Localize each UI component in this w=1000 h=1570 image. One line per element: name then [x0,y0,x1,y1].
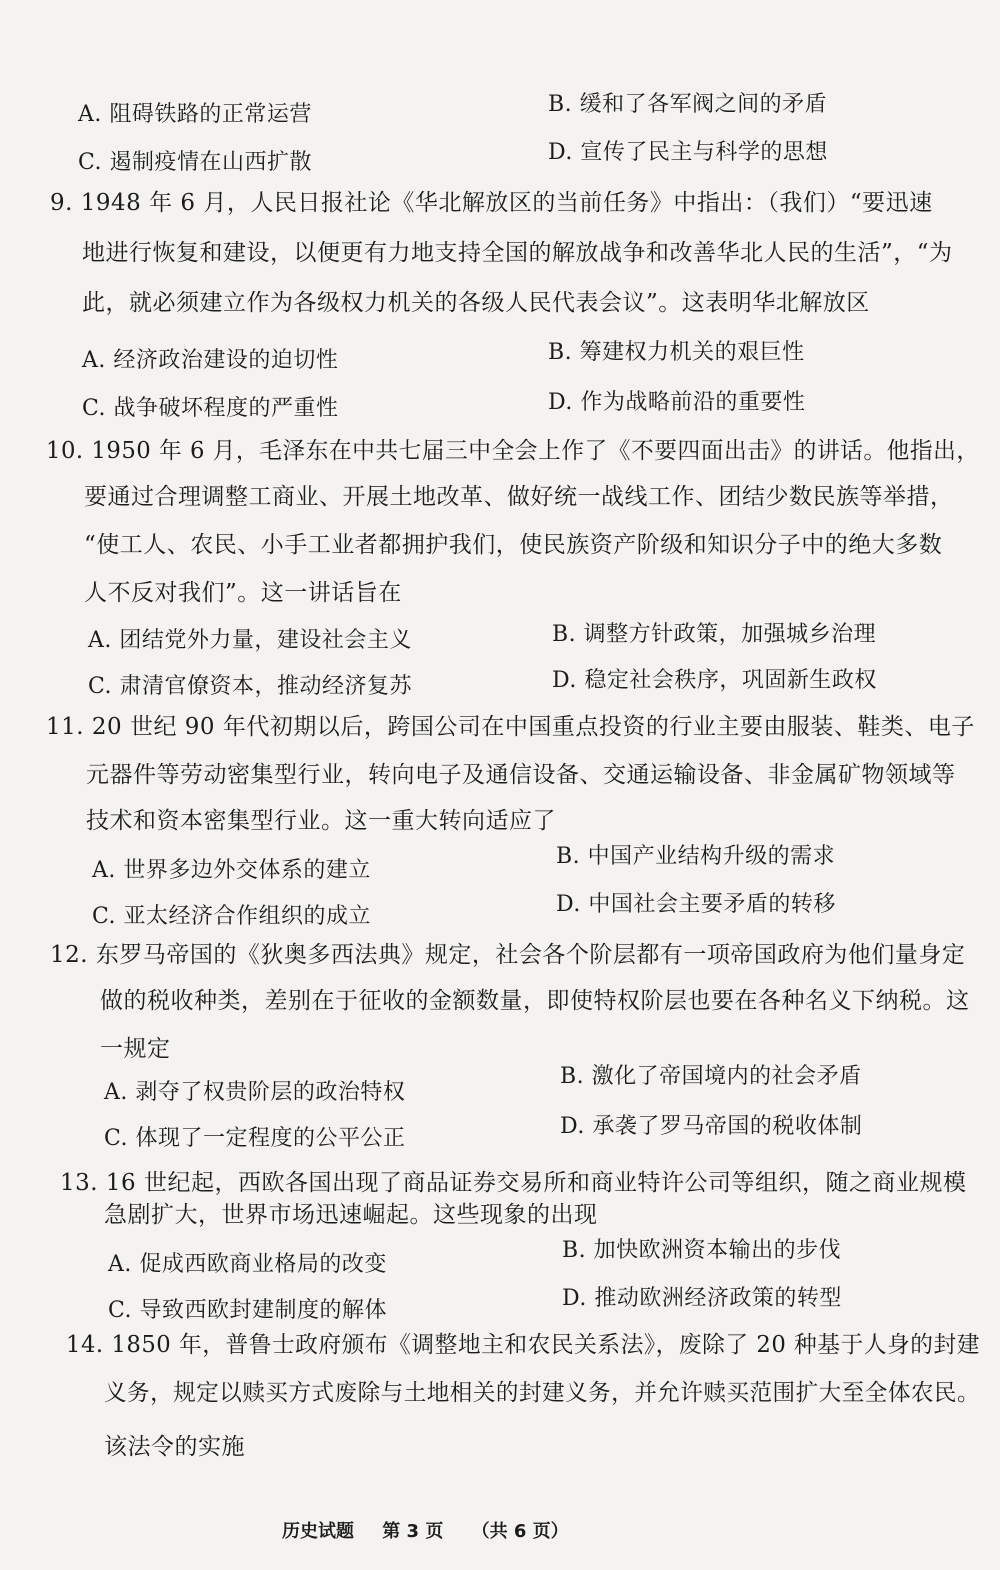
q13-option-a: A. 促成西欧商业格局的改变 [108,1252,387,1277]
q10-option-c: C. 肃清官僚资本，推动经济复苏 [88,674,413,699]
q10-stem-line-2: 要通过合理调整工商业、开展土地改革、做好统一战线工作、团结少数民族等举措， [84,484,954,510]
q11-stem-line-2: 元器件等劳动密集型行业，转向电子及通信设备、交通运输设备、非金属矿物领域等 [86,762,956,788]
q11-stem-line-3: 技术和资本密集型行业。这一重大转向适应了 [86,808,556,834]
q12-option-c: C. 体现了一定程度的公平公正 [104,1126,406,1151]
q13-stem-line-2: 急剧扩大，世界市场迅速崛起。这些现象的出现 [104,1202,598,1228]
q12-option-d: D. 承袭了罗马帝国的税收体制 [560,1114,863,1139]
q14-stem-line-3: 该法令的实施 [104,1434,245,1460]
q8-option-c: C. 遏制疫情在山西扩散 [78,150,313,175]
q13-option-d: D. 推动欧洲经济政策的转型 [562,1286,842,1311]
q9-option-d: D. 作为战略前沿的重要性 [548,390,806,415]
q10-option-b: B. 调整方针政策，加强城乡治理 [552,622,877,647]
q10-option-d: D. 稳定社会秩序，巩固新生政权 [552,668,877,693]
q8-option-d: D. 宣传了民主与科学的思想 [548,140,828,165]
q12-stem-line-1: 12. 东罗马帝国的《狄奥多西法典》规定，社会各个阶层都有一项帝国政府为他们量身定 [50,942,966,968]
q10-stem-line-1: 10. 1950 年 6 月，毛泽东在中共七届三中全会上作了《不要四面出击》的讲话。他指出， [46,438,980,464]
q12-option-b: B. 激化了帝国境内的社会矛盾 [560,1064,862,1089]
q14-stem-line-2: 义务，规定以赎买方式废除与土地相关的封建义务，并允许赎买范围扩大至全体农民。 [104,1380,981,1406]
q9-stem-line-2: 地进行恢复和建设，以便更有力地支持全国的解放战争和改善华北人民的生活”，“为 [82,240,953,266]
footer-subject: 历史试题 [282,1521,354,1542]
q9-option-a: A. 经济政治建设的迫切性 [82,348,339,373]
q14-stem-line-1: 14. 1850 年，普鲁士政府颁布《调整地主和农民关系法》，废除了 20 种基于人身的封建 [66,1332,980,1358]
footer-page-number: 第 3 页 [382,1521,444,1542]
q11-option-d: D. 中国社会主要矛盾的转移 [556,892,836,917]
q13-option-b: B. 加快欧洲资本输出的步伐 [562,1238,842,1263]
q9-option-c: C. 战争破坏程度的严重性 [82,396,339,421]
q8-option-b: B. 缓和了各军阀之间的矛盾 [548,92,828,117]
q10-option-a: A. 团结党外力量，建设社会主义 [88,628,412,653]
q13-option-c: C. 导致西欧封建制度的解体 [108,1298,388,1323]
q10-stem-line-4: 人不反对我们”。这一讲话旨在 [84,580,402,606]
page-footer [282,1520,591,1544]
q9-option-b: B. 筹建权力机关的艰巨性 [548,340,805,365]
q12-stem-line-3: 一规定 [100,1036,171,1062]
q10-stem-line-3: “使工人、农民、小手工业者都拥护我们，使民族资产阶级和知识分子中的绝大多数 [84,532,943,558]
footer-total-pages: （共 6 页） [471,1521,569,1542]
q11-option-a: A. 世界多边外交体系的建立 [92,858,371,883]
q12-stem-line-2: 做的税收种类，差别在于征收的金额数量，即使特权阶层也要在各种名义下纳税。这 [100,988,970,1014]
q9-stem-line-1: 9. 1948 年 6 月，人民日报社论《华北解放区的当前任务》中指出：（我们）“要迅速 [50,190,933,216]
q11-option-b: B. 中国产业结构升级的需求 [556,844,836,869]
q8-option-a: A. 阻碍铁路的正常运营 [78,102,312,127]
q9-stem-line-3: 此，就必须建立作为各级权力机关的各级人民代表会议”。这表明华北解放区 [82,290,870,316]
q11-option-c: C. 亚太经济合作组织的成立 [92,904,372,929]
q13-stem-line-1: 13. 16 世纪起，西欧各国出现了商品证券交易所和商业特许公司等组织，随之商业规模 [60,1170,967,1196]
q12-option-a: A. 剥夺了权贵阶层的政治特权 [104,1080,406,1105]
q11-stem-line-1: 11. 20 世纪 90 年代初期以后，跨国公司在中国重点投资的行业主要由服装、鞋类、电子 [46,714,975,740]
